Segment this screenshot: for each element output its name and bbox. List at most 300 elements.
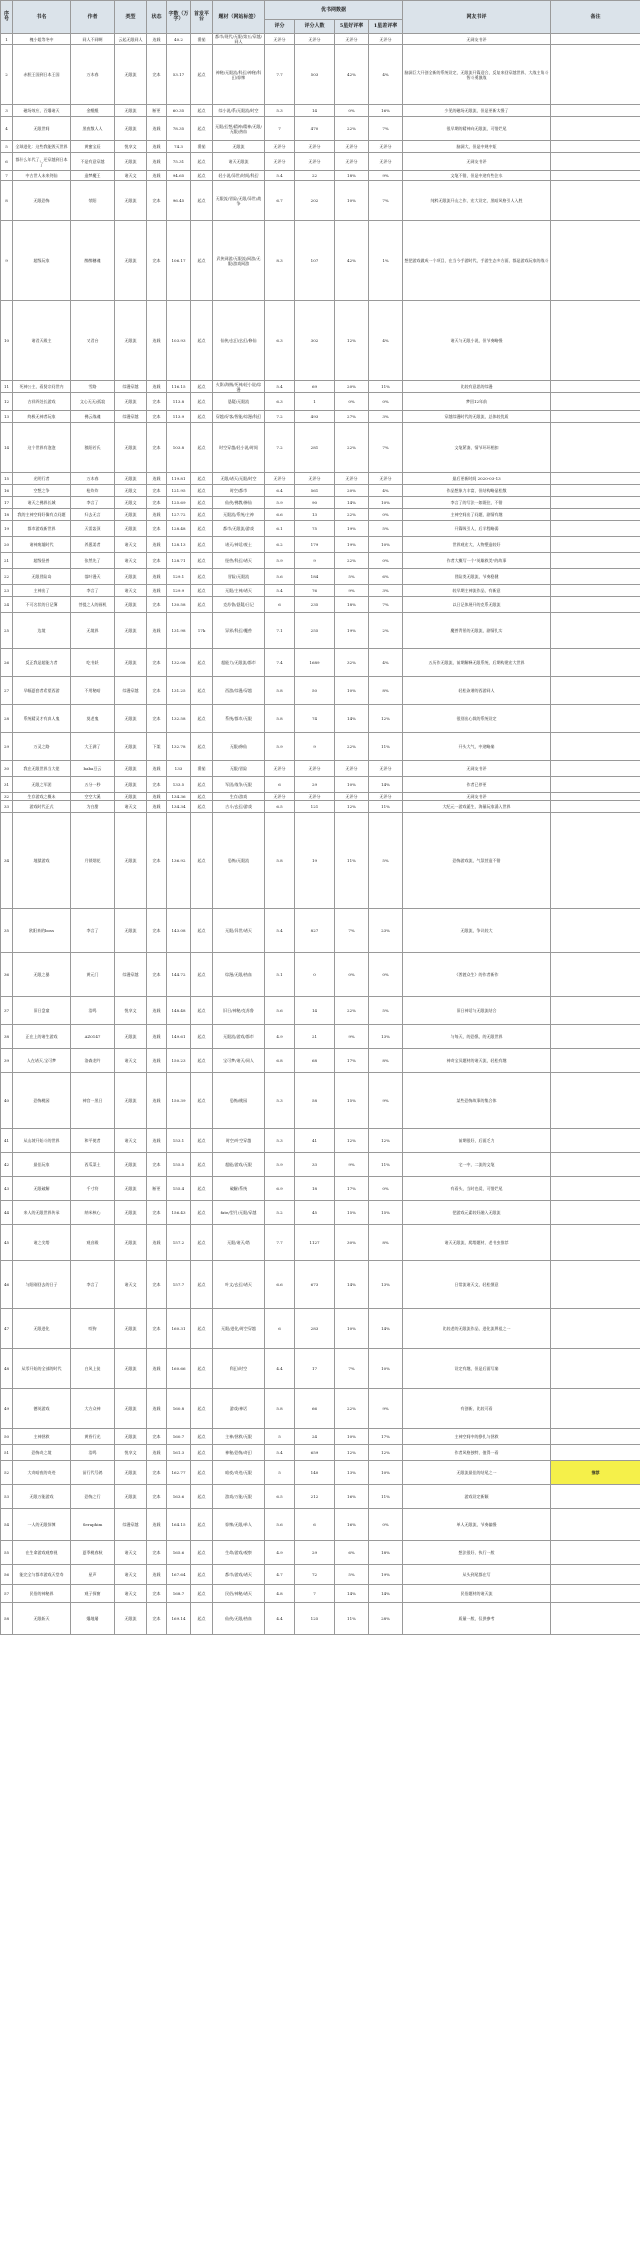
cell-words: 169.14 — [167, 1603, 191, 1635]
cell-platform: 起点 — [191, 393, 213, 411]
table-row — [1, 381, 640, 393]
cell-rating: 5.3 — [265, 105, 295, 117]
cell-status: 连载 — [147, 1445, 167, 1461]
cell-words: 78.35 — [167, 117, 191, 141]
cell-bad: 10% — [369, 1349, 403, 1389]
cell-status: 完本 — [147, 677, 167, 705]
cell-theme: 时空/叶空穿越 — [213, 1129, 265, 1153]
cell-rating: 6.1 — [265, 521, 295, 537]
cell-author: 李言了 — [71, 497, 115, 509]
cell-platform: 起点 — [191, 1177, 213, 1201]
cell-memo — [551, 705, 640, 733]
cell-name: 不可名状的日记簿 — [13, 597, 71, 613]
cell-bad: 16% — [369, 105, 403, 117]
cell-raters: 无评分 — [295, 141, 335, 153]
table-row — [1, 423, 640, 473]
cell-good: 10% — [335, 1429, 369, 1445]
cell-num: 18 — [1, 509, 13, 521]
cell-status: 完本 — [147, 1541, 167, 1565]
table-row — [1, 1073, 640, 1129]
cell-platform: 起点 — [191, 1309, 213, 1349]
cell-platform: 番茄 — [191, 761, 213, 777]
table-row — [1, 1153, 640, 1177]
cell-good: 15% — [335, 1201, 369, 1225]
cell-theme: 军团/战争/无限 — [213, 777, 265, 793]
cell-good: 0% — [335, 393, 369, 411]
cell-comment: 设定有趣，但是后面写崩 — [403, 1349, 551, 1389]
cell-good: 9% — [335, 585, 369, 597]
cell-author: 归去无言 — [71, 509, 115, 521]
cell-bad: 1% — [369, 221, 403, 301]
cell-author: 不是有意穿越 — [71, 153, 115, 171]
cell-good: 10% — [335, 777, 369, 793]
cell-memo — [551, 221, 640, 301]
cell-name: 反正我是超能力者 — [13, 649, 71, 677]
cell-raters: 503 — [295, 45, 335, 105]
cell-bad: 19% — [369, 1565, 403, 1585]
cell-raters: 69 — [295, 381, 335, 393]
header-good: 5星好评率 — [335, 20, 369, 34]
cell-num: 26 — [1, 649, 13, 677]
cell-author: 菩提之人的画机 — [71, 597, 115, 613]
table-row — [1, 393, 640, 411]
cell-rating: 4.4 — [265, 1349, 295, 1389]
cell-theme: 惊悚/无限/单人 — [213, 1509, 265, 1541]
cell-theme: 怪兽/科幻/诸天 — [213, 553, 265, 569]
cell-author: 文心无无/孤寂 — [71, 393, 115, 411]
cell-raters: 140 — [295, 1461, 335, 1485]
cell-words: 161.3 — [167, 1445, 191, 1461]
cell-good: 0% — [335, 105, 369, 117]
cell-status: 完本 — [147, 597, 167, 613]
cell-good: 11% — [335, 1603, 369, 1635]
cell-words: 164.15 — [167, 1509, 191, 1541]
cell-author: 夏季桃春秋 — [71, 1541, 115, 1565]
cell-theme: 暗夜/奇迹/无限 — [213, 1461, 265, 1485]
cell-bad: 7% — [369, 423, 403, 473]
cell-type: 无限流 — [115, 1225, 147, 1261]
cell-type: 无限流 — [115, 761, 147, 777]
cell-theme: 游戏/万能/无限 — [213, 1485, 265, 1509]
cell-author: 无境界 — [71, 613, 115, 649]
cell-words: 127.72 — [167, 509, 191, 521]
cell-comment: 诸天无限流，爬塔题材，老书虫推荐 — [403, 1225, 551, 1261]
cell-memo — [551, 509, 640, 521]
table-row — [1, 733, 640, 761]
cell-memo: 推荐 — [551, 1461, 640, 1485]
cell-memo — [551, 141, 640, 153]
cell-platform: 起点 — [191, 1429, 213, 1445]
cell-theme: 异界/科幻/魔兽 — [213, 613, 265, 649]
cell-num: 34 — [1, 813, 13, 909]
cell-rating: 5.2 — [265, 1201, 295, 1225]
cell-raters: 68 — [295, 1049, 335, 1073]
cell-rating: 5.1 — [265, 953, 295, 997]
cell-type: 诸天文 — [115, 1565, 147, 1585]
cell-bad: 0% — [369, 509, 403, 521]
cell-rating: 5.4 — [265, 171, 295, 181]
cell-raters: 1689 — [295, 649, 335, 677]
cell-raters: 281 — [295, 423, 335, 473]
cell-memo — [551, 793, 640, 801]
cell-comment: 较早期主神流作品，有新意 — [403, 585, 551, 597]
cell-platform: 起点 — [191, 1129, 213, 1153]
cell-type: 无限流 — [115, 1073, 147, 1129]
cell-rating: 7.1 — [265, 613, 295, 649]
cell-comment: 恐怖游戏流，气氛营造不错 — [403, 813, 551, 909]
cell-good: 32% — [335, 649, 369, 677]
cell-comment: 旧日神话与无限流结合 — [403, 997, 551, 1025]
cell-num: 2 — [1, 45, 13, 105]
cell-rating: 4.9 — [265, 1541, 295, 1565]
cell-theme: 都市/游戏/诸天 — [213, 1565, 265, 1585]
cell-good: 30% — [335, 1225, 369, 1261]
cell-good: 12% — [335, 301, 369, 381]
cell-bad: 无评分 — [369, 761, 403, 777]
cell-theme: 无限流/游戏/都市 — [213, 1025, 265, 1049]
cell-words: 148.48 — [167, 997, 191, 1025]
cell-theme: 都市/现代/无限/第五/穿越/同人 — [213, 34, 265, 45]
cell-theme: 无限/主神/诸天 — [213, 585, 265, 597]
cell-type: 无限流 — [115, 1603, 147, 1635]
cell-author: 星声 — [71, 1565, 115, 1585]
cell-platform: 17k — [191, 613, 213, 649]
table-row — [1, 705, 640, 733]
cell-good: 22% — [335, 117, 369, 141]
cell-bad: 11% — [369, 1485, 403, 1509]
cell-status: 完本 — [147, 705, 167, 733]
cell-author: 浩鸣 — [71, 997, 115, 1025]
cell-name: 边境 — [13, 613, 71, 649]
table-row — [1, 1445, 640, 1461]
cell-platform: 起点 — [191, 171, 213, 181]
cell-raters: 283 — [295, 1309, 335, 1349]
cell-memo — [551, 1201, 640, 1225]
cell-theme: 叶文/玄幻/诸天 — [213, 1261, 265, 1309]
cell-status: 连载 — [147, 301, 167, 381]
cell-theme: 生命/游戏/观察 — [213, 1541, 265, 1565]
cell-type: 无限流 — [115, 793, 147, 801]
cell-theme: 生存/游戏 — [213, 793, 265, 801]
cell-name: 无限之暴 — [13, 953, 71, 997]
cell-status: 连载 — [147, 585, 167, 597]
cell-platform: 起点 — [191, 1603, 213, 1635]
cell-num: 1 — [1, 34, 13, 45]
cell-status: 连载 — [147, 1073, 167, 1129]
cell-status: 完本 — [147, 553, 167, 569]
cell-raters: 18 — [295, 1177, 335, 1201]
cell-rating: 7.4 — [265, 649, 295, 677]
cell-comment: 有看头，当时也爱，可惜烂尾 — [403, 1177, 551, 1201]
cell-type: 无限流 — [115, 301, 147, 381]
cell-num: 24 — [1, 597, 13, 613]
cell-memo — [551, 677, 640, 705]
cell-rating: 5.9 — [265, 497, 295, 509]
cell-platform: 起点 — [191, 597, 213, 613]
table-row — [1, 1585, 640, 1603]
cell-name: 超级怪兽 — [13, 553, 71, 569]
cell-bad: 无评分 — [369, 473, 403, 485]
cell-words: 160.7 — [167, 1429, 191, 1445]
cell-raters: 45 — [295, 1201, 335, 1225]
cell-name: 最佳玩家 — [13, 1153, 71, 1177]
cell-raters: 33 — [295, 1153, 335, 1177]
cell-platform: 起点 — [191, 777, 213, 793]
cell-name: 无限斩天 — [13, 1603, 71, 1635]
cell-good: 13% — [335, 1461, 369, 1485]
cell-raters: 179 — [295, 537, 335, 553]
cell-type: 无限流 — [115, 181, 147, 221]
cell-name: 无限恐怖 — [13, 181, 71, 221]
cell-author: 西瓜菜土 — [71, 1153, 115, 1177]
cell-bad: 11% — [369, 1153, 403, 1177]
cell-num: 10 — [1, 301, 13, 381]
cell-status: 完本 — [147, 181, 167, 221]
cell-type: 无限文 — [115, 485, 147, 497]
cell-num: 22 — [1, 569, 13, 585]
cell-num: 44 — [1, 1201, 13, 1225]
cell-comment: 世界观宏大，人物塑造较好 — [403, 537, 551, 553]
cell-name: 吉祥四处长游戏 — [13, 393, 71, 411]
table-row — [1, 105, 640, 117]
table-row — [1, 553, 640, 569]
cell-comment: 少见的磁场无限流，但是更新太慢了 — [403, 105, 551, 117]
cell-raters: 14 — [295, 997, 335, 1025]
cell-num: 20 — [1, 537, 13, 553]
cell-status: 完本 — [147, 1261, 167, 1309]
table-row — [1, 171, 640, 181]
cell-type: 无限流 — [115, 705, 147, 733]
cell-words: 53.17 — [167, 45, 191, 105]
cell-name: 无限破解 — [13, 1177, 71, 1201]
cell-raters: 659 — [295, 1445, 335, 1461]
cell-name: 中古世人未来剑仙 — [13, 171, 71, 181]
cell-words: 125.69 — [167, 497, 191, 509]
cell-rating: 6 — [265, 777, 295, 793]
cell-words: 133.5 — [167, 777, 191, 793]
cell-num: 5 — [1, 141, 13, 153]
cell-name: 一人的无限惊悚 — [13, 1509, 71, 1541]
cell-author: 空空大溪 — [71, 793, 115, 801]
cell-rating: 7.7 — [265, 1225, 295, 1261]
cell-rating: 5.9 — [265, 733, 295, 761]
cell-name: 槐小姐等冬中 — [13, 34, 71, 45]
table-row — [1, 1225, 640, 1261]
cell-rating: 5.9 — [265, 553, 295, 569]
cell-type: 无限流 — [115, 1309, 147, 1349]
cell-author: 恐怖之行 — [71, 1485, 115, 1509]
cell-words: 131.25 — [167, 677, 191, 705]
cell-good: 无评分 — [335, 793, 369, 801]
cell-status: 连载 — [147, 171, 167, 181]
cell-comment: 最后更新时间 2020-03-13 — [403, 473, 551, 485]
table-row — [1, 1429, 640, 1445]
cell-words: 144.72 — [167, 953, 191, 997]
table-row — [1, 1129, 640, 1153]
cell-author: 不用秘暗 — [71, 677, 115, 705]
cell-author: Seraphim — [71, 1509, 115, 1541]
cell-bad: 12% — [369, 1445, 403, 1461]
cell-platform: 起点 — [191, 1461, 213, 1485]
cell-comment: 游戏设定新颖 — [403, 1485, 551, 1509]
table-row — [1, 1025, 640, 1049]
table-body — [1, 34, 640, 1635]
cell-status: 断更 — [147, 1177, 167, 1201]
cell-bad: 0% — [369, 553, 403, 569]
cell-name: 游戏时代正式 — [13, 801, 71, 813]
header-name: 书名 — [13, 1, 71, 34]
cell-good: 14% — [335, 497, 369, 509]
table-row — [1, 1349, 640, 1389]
cell-words: 150.23 — [167, 1049, 191, 1073]
cell-author: 苗行代号鸽 — [71, 1461, 115, 1485]
cell-raters: 493 — [295, 411, 335, 423]
cell-type: 悦享文 — [115, 997, 147, 1025]
cell-type: 诸天文 — [115, 1129, 147, 1153]
cell-platform: 起点 — [191, 649, 213, 677]
cell-name: 诸之尖塔 — [13, 1225, 71, 1261]
table-row — [1, 411, 640, 423]
cell-memo — [551, 117, 640, 141]
cell-author: 黄昏行光 — [71, 1429, 115, 1445]
cell-memo — [551, 1603, 640, 1635]
cell-raters: 无评分 — [295, 473, 335, 485]
table-row — [1, 1509, 640, 1541]
cell-platform: 起点 — [191, 1445, 213, 1461]
cell-platform: 起点 — [191, 537, 213, 553]
cell-words: 94.65 — [167, 171, 191, 181]
cell-memo — [551, 1585, 640, 1603]
table-row — [1, 597, 640, 613]
cell-memo — [551, 181, 640, 221]
table-row — [1, 1461, 640, 1485]
cell-name: 这个世界有泡泡 — [13, 423, 71, 473]
cell-num: 56 — [1, 1565, 13, 1585]
table-row — [1, 677, 640, 705]
cell-memo — [551, 537, 640, 553]
cell-rating: 5.6 — [265, 997, 295, 1025]
cell-bad: 11% — [369, 801, 403, 813]
cell-good: 18% — [335, 171, 369, 181]
cell-comment: 魔兽背景的无限流，剧情扎实 — [403, 613, 551, 649]
cell-rating: 6.2 — [265, 537, 295, 553]
cell-num: 12 — [1, 393, 13, 411]
table-row — [1, 153, 640, 171]
cell-status: 连载 — [147, 1565, 167, 1585]
cell-num: 21 — [1, 553, 13, 569]
cell-platform: 起点 — [191, 1485, 213, 1509]
cell-type: 无限流 — [115, 733, 147, 761]
cell-bad: 10% — [369, 497, 403, 509]
cell-words: 106.17 — [167, 221, 191, 301]
table-row — [1, 813, 640, 909]
cell-words: 160.8 — [167, 1389, 191, 1429]
cell-author: 李言了 — [71, 909, 115, 953]
cell-raters: 7 — [295, 1585, 335, 1603]
cell-memo — [551, 801, 640, 813]
cell-type: 无限流 — [115, 1025, 147, 1049]
cell-words: 129.1 — [167, 569, 191, 585]
cell-author: 白风上徒 — [71, 1349, 115, 1389]
cell-bad: 3% — [369, 585, 403, 597]
cell-comment: 宅一中，二流的文笔 — [403, 1153, 551, 1177]
table-row — [1, 1309, 640, 1349]
cell-memo — [551, 473, 640, 485]
cell-bad: 17% — [369, 1429, 403, 1445]
cell-name: 地狱游戏 — [13, 813, 71, 909]
cell-status: 完本 — [147, 423, 167, 473]
cell-author: 万木春 — [71, 45, 115, 105]
cell-rating: 无评分 — [265, 141, 295, 153]
cell-type: 云起无限同人 — [115, 34, 147, 45]
header-rating: 评分 — [265, 20, 295, 34]
cell-good: 42% — [335, 45, 369, 105]
cell-num: 43 — [1, 1177, 13, 1201]
cell-author: 黄元门 — [71, 953, 115, 997]
cell-type: 无限流 — [115, 393, 147, 411]
table-row — [1, 1201, 640, 1225]
cell-rating: 5 — [265, 1429, 295, 1445]
cell-author: 金鲲鲲 — [71, 105, 115, 117]
cell-raters: 无评分 — [295, 761, 335, 777]
cell-platform: 起点 — [191, 801, 213, 813]
cell-good: 14% — [335, 705, 369, 733]
cell-comment: 把游戏元素较好融入无限流 — [403, 1201, 551, 1225]
cell-good: 7% — [335, 909, 369, 953]
cell-memo — [551, 301, 640, 381]
cell-platform: 起点 — [191, 117, 213, 141]
table-row — [1, 953, 640, 997]
cell-theme: 诸天/神话/废土 — [213, 537, 265, 553]
cell-words: 134.34 — [167, 801, 191, 813]
cell-raters: 235 — [295, 597, 335, 613]
cell-name: 死神公主，看贤宗问世内 — [13, 381, 71, 393]
cell-status: 连载 — [147, 1509, 167, 1541]
cell-comment: 纯粹无限流开山之作，宏大设定，黑暗风格引人入胜 — [403, 181, 551, 221]
cell-memo — [551, 411, 640, 423]
cell-theme: 武侠网游/无限流/网游/无限/游戏网游 — [213, 221, 265, 301]
cell-good: 42% — [335, 221, 369, 301]
cell-type: 无限流 — [115, 153, 147, 171]
cell-platform: 起点 — [191, 1261, 213, 1309]
cell-author: 又君台 — [71, 301, 115, 381]
cell-rating: 6.9 — [265, 1177, 295, 1201]
cell-comment: 李言了的写法一如既往，不错 — [403, 497, 551, 509]
cell-theme: 神秘/无限流/科幻/神秘/科幻/惊悚 — [213, 45, 265, 105]
cell-theme: 宝可梦/诸天/同人 — [213, 1049, 265, 1073]
cell-good: 14% — [335, 1585, 369, 1603]
cell-good: 12% — [335, 1445, 369, 1461]
cell-memo — [551, 553, 640, 569]
cell-rating: 7.7 — [265, 45, 295, 105]
cell-words: 103.93 — [167, 301, 191, 381]
cell-comment: 单人无限流，节奏偏慢 — [403, 1509, 551, 1541]
cell-name: 都什么年代了，还穿越到日本了 — [13, 153, 71, 171]
cell-words: 121.95 — [167, 485, 191, 497]
cell-platform: 起点 — [191, 569, 213, 585]
cell-platform: 起点 — [191, 813, 213, 909]
cell-rating: 5.8 — [265, 705, 295, 733]
cell-platform: 起点 — [191, 1153, 213, 1177]
cell-rating: 7 — [265, 117, 295, 141]
cell-memo — [551, 34, 640, 45]
cell-theme: 科幻/时空 — [213, 1349, 265, 1389]
cell-good: 无评分 — [335, 473, 369, 485]
cell-num: 27 — [1, 677, 13, 705]
cell-memo — [551, 1541, 640, 1565]
cell-comment: 主神空间中的挣扎与拯救 — [403, 1429, 551, 1445]
cell-type: 诸天文 — [115, 1049, 147, 1073]
